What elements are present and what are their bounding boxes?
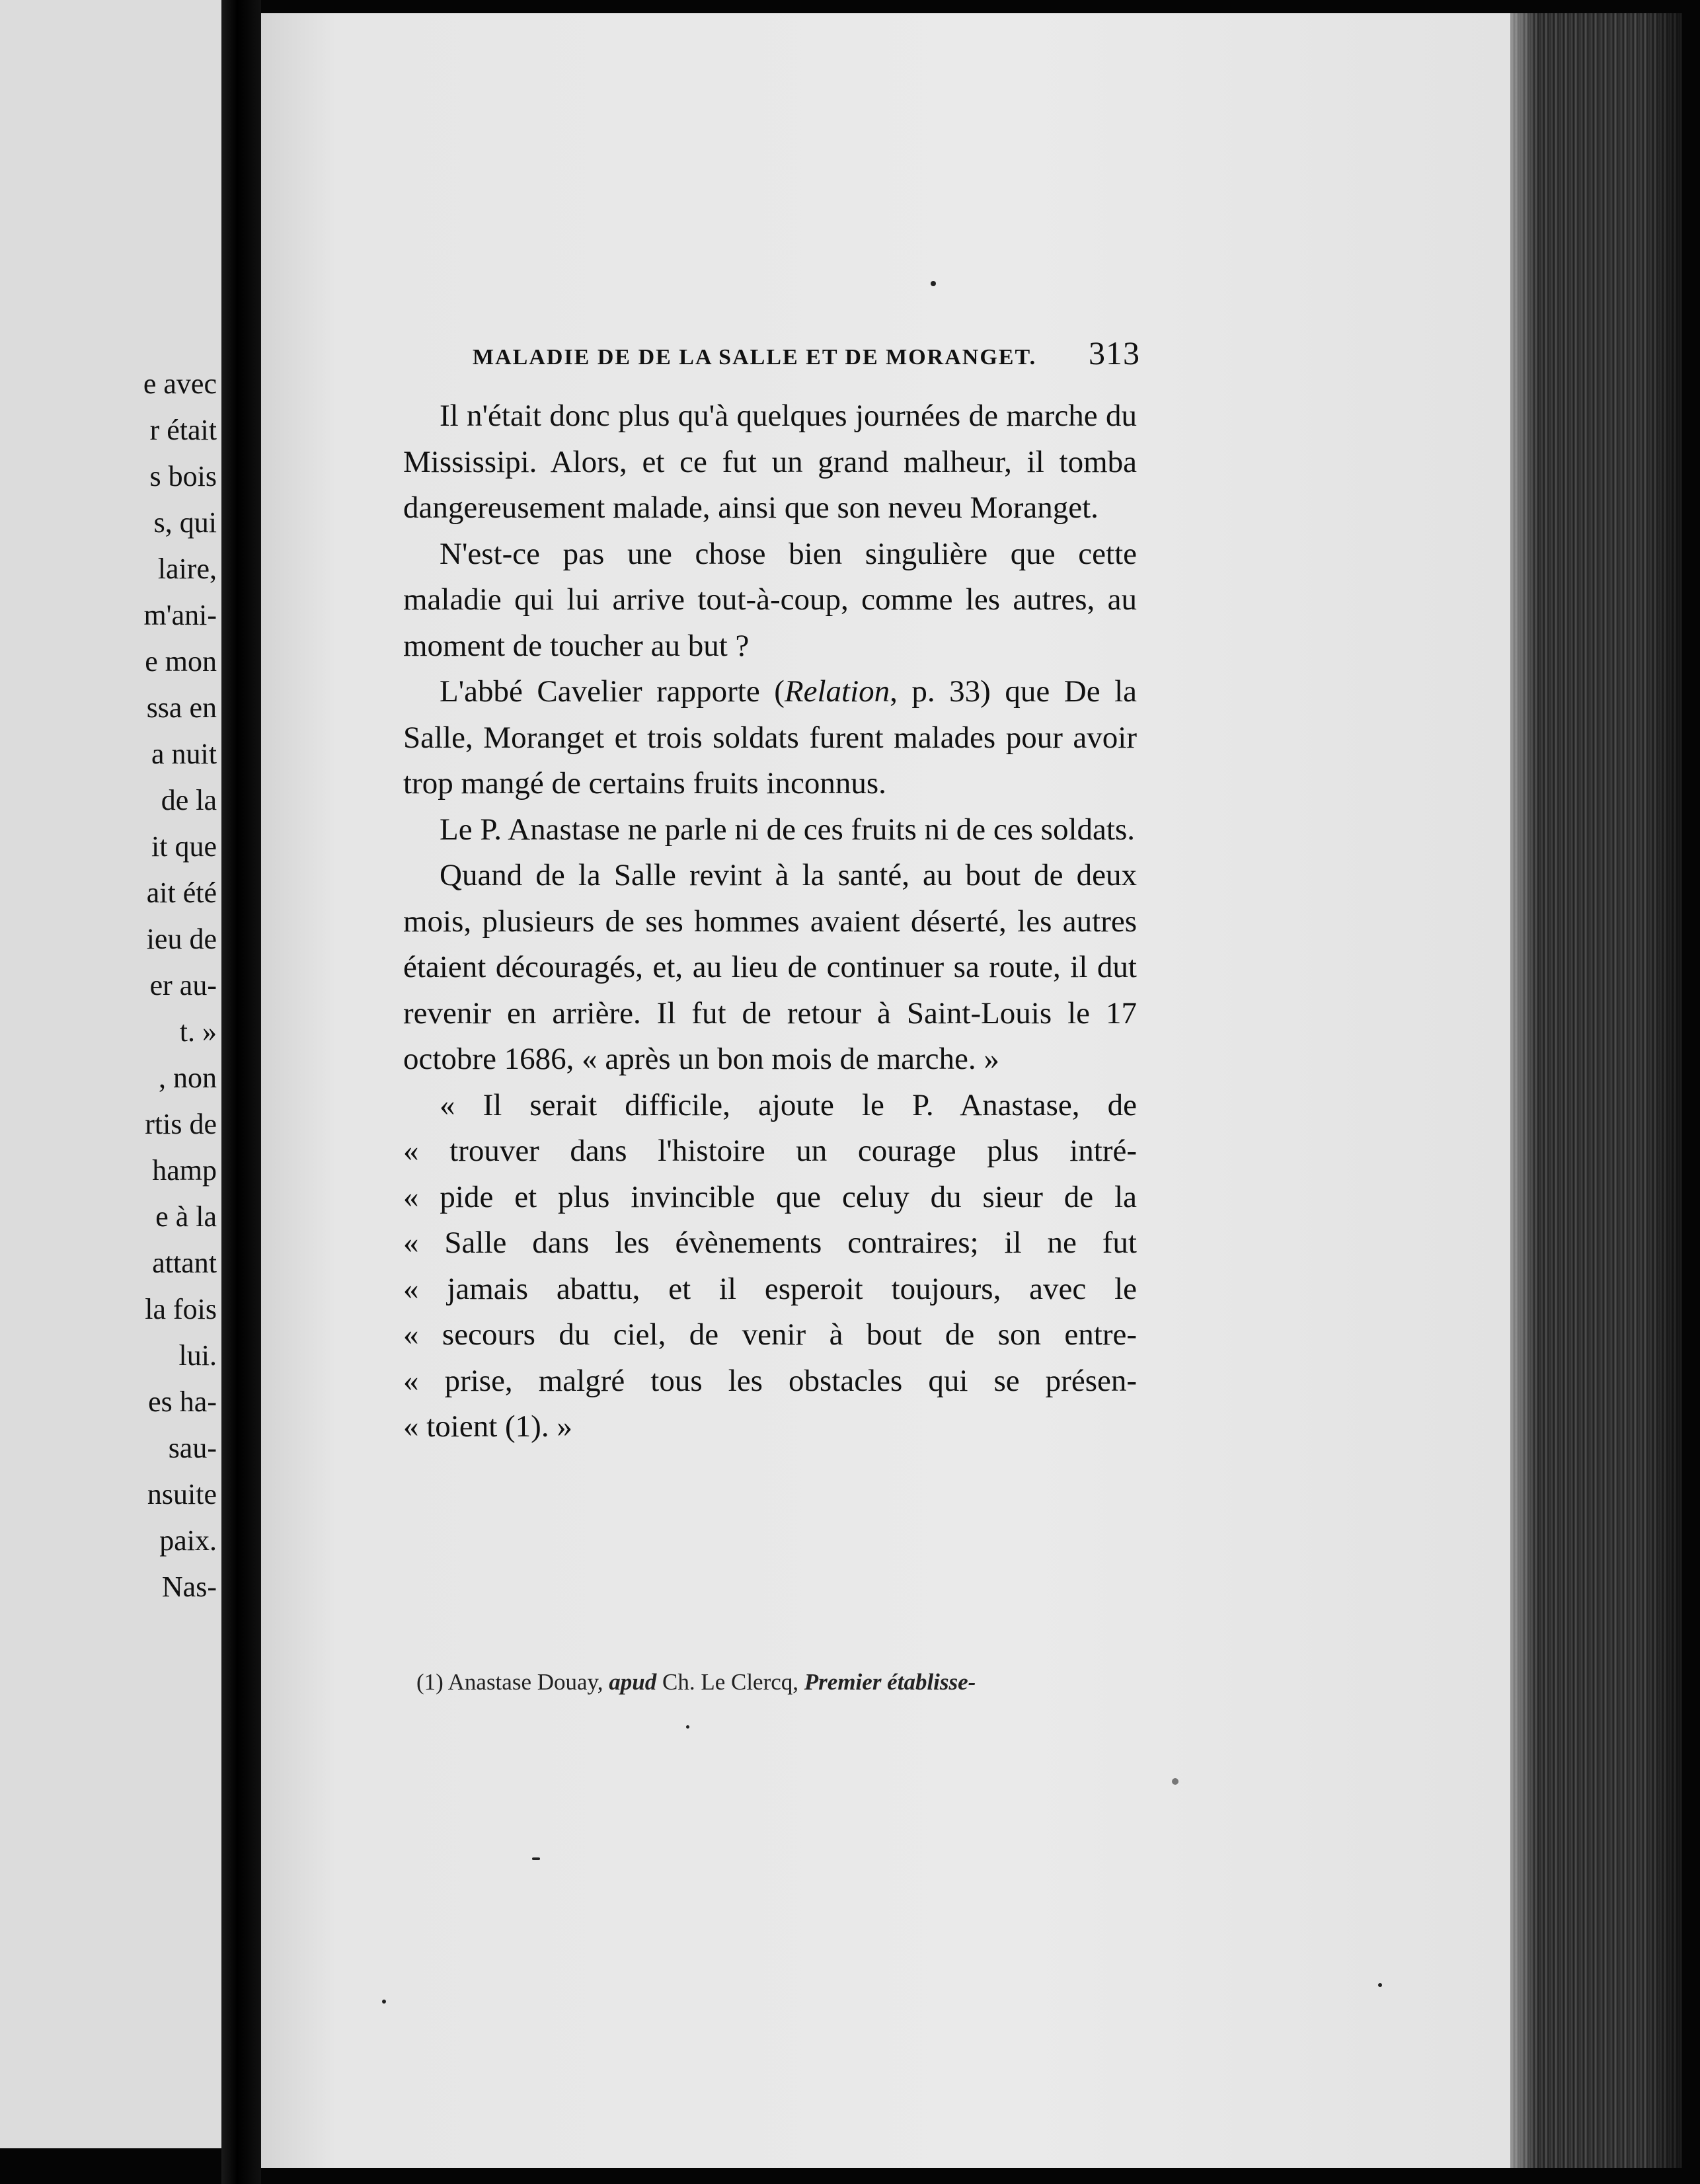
quote-line: « trouver dans l'histoire un courage plus intré- [403, 1134, 1137, 1168]
page-number: 313 [1089, 334, 1140, 371]
left-page-line: ieu de [146, 923, 217, 955]
footnote-title: Premier établisse- [804, 1669, 976, 1695]
paragraph-1: Il n'était donc plus qu'à quelques journées de marche du Mississipi. Alors, et ce fut un grand malheur, il tomba dangereusement malade, ainsi que son neveu Moranget. [403, 399, 1137, 525]
quotation [403, 1083, 1137, 1450]
left-page-line: e mon [145, 645, 217, 678]
left-page-line: m'ani- [143, 599, 217, 631]
paragraph-3 [403, 669, 1137, 807]
running-head [473, 334, 1140, 372]
quote-line: « Il serait difficile, ajoute le P. Anastase, de [440, 1087, 1137, 1122]
footnote-apud: apud [609, 1669, 657, 1695]
dust-speck [532, 1857, 540, 1860]
quote-line: « jamais abattu, et il esperoit toujours, avec le [403, 1271, 1137, 1306]
dust-speck [931, 281, 936, 286]
paragraph-3-body: De la Salle, Moranget et trois soldats furent malades pour avoir trop mangé de certains fruits inconnus. [403, 674, 1137, 800]
book-gutter [221, 0, 261, 2184]
dust-speck [382, 2000, 386, 2004]
left-page-line: r était [149, 414, 217, 446]
left-page-line: la fois [145, 1293, 217, 1325]
quote-line: « prise, malgré tous les obstacles qui se présen- [403, 1363, 1137, 1398]
left-page-line: laire, [157, 553, 217, 585]
left-page-line: attant [152, 1247, 217, 1279]
running-head-title: MALADIE DE DE LA SALLE ET DE MORANGET. [473, 345, 1037, 370]
footnote-author: Ch. Le Clercq, [656, 1669, 804, 1695]
quote-line: « pide et plus invincible que celuy du sieur de la [403, 1179, 1137, 1214]
quote-line: « toient (1). » [403, 1409, 572, 1444]
left-page-line: lui. [178, 1339, 217, 1372]
footnote-marker: (1) Anastase Douay, [416, 1669, 609, 1695]
left-page-line: ssa en [146, 691, 217, 724]
left-page-line: s bois [149, 460, 217, 492]
page-edges [1510, 13, 1682, 2168]
left-page-line: es ha- [148, 1385, 217, 1418]
quote-line: « Salle dans les évènements contraires; il ne fut [403, 1226, 1137, 1260]
left-page-line: er au- [149, 969, 217, 1001]
dust-speck [1172, 1778, 1178, 1785]
left-page-line: paix. [159, 1524, 217, 1557]
left-page-line: sau- [168, 1432, 217, 1464]
left-page-line: nsuite [147, 1478, 217, 1510]
paragraph-3-suffix: , p. 33) que [890, 674, 1050, 709]
left-page-line: , non [159, 1062, 217, 1094]
left-page-line: e avec [143, 368, 217, 400]
left-page-line: s, qui [153, 506, 217, 539]
paragraph-5: Quand de la Salle revint à la santé, au bout de deux mois, plusieurs de ses hommes avaient déserté, les autres étaient découragés, et, au lieu de continuer sa route, il dut revenir en arrière. Il fut de retour à Saint-Louis le 17 octobre 1686, « après un bon mois de marche. » [403, 858, 1137, 1076]
left-page-line: ait été [146, 877, 217, 909]
left-page [0, 0, 231, 2148]
paragraph-4: Le P. Anastase ne parle ni de ces fruits ni de ces soldats. [440, 812, 1135, 847]
left-page-line: e à la [155, 1200, 217, 1233]
dust-speck [1378, 1983, 1382, 1987]
dust-speck [686, 1725, 689, 1729]
main-text [403, 393, 1137, 1450]
left-page-line: it que [151, 830, 217, 863]
left-page-line: rtis de [145, 1108, 217, 1140]
paragraph-3-prefix: L'abbé Cavelier rapporte ( [440, 674, 785, 709]
paragraph-2: N'est-ce pas une chose bien singulière que cette maladie qui lui arrive tout-à-coup, comme les autres, au moment de toucher au but ? [403, 536, 1137, 663]
left-page-line: t. » [179, 1015, 217, 1048]
relation-title: Relation [784, 674, 890, 709]
footnote [416, 1669, 1137, 1696]
left-page-line: de la [161, 784, 217, 816]
left-page-line: hamp [152, 1154, 217, 1187]
quote-line: « secours du ciel, de venir à bout de son entre- [403, 1317, 1137, 1352]
left-page-line: Nas- [161, 1571, 217, 1603]
left-page-line: a nuit [151, 738, 217, 770]
